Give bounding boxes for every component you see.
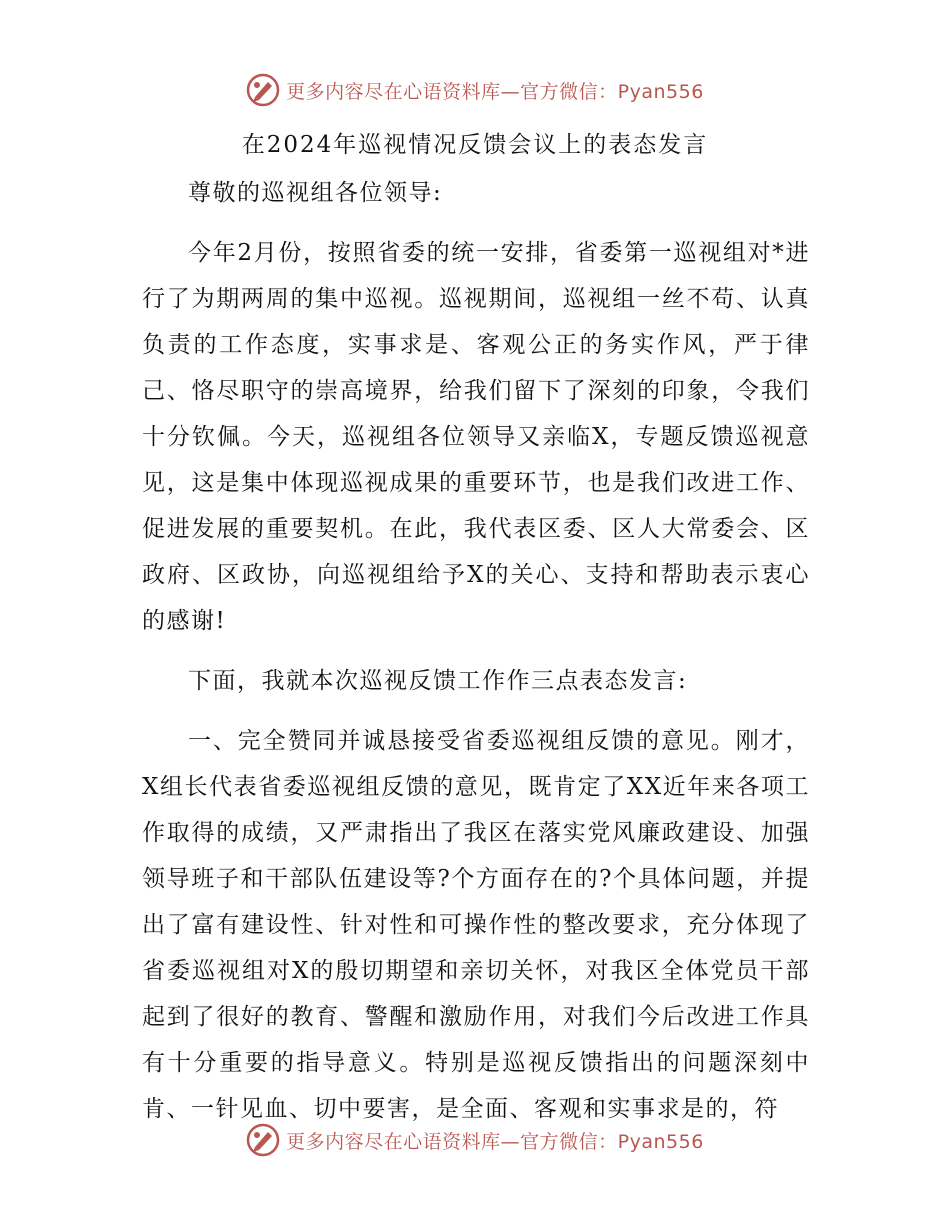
pen-seal-icon	[246, 1123, 280, 1157]
salutation: 尊敬的巡视组各位领导:	[188, 180, 443, 206]
footer-banner-text: 更多内容尽在心语资料库—官方微信：Pyan556	[286, 1130, 704, 1153]
footer-banner	[0, 1120, 950, 1160]
pen-seal-icon	[246, 73, 280, 107]
paragraph-2: 下面，我就本次巡视反馈工作作三点表态发言:	[188, 668, 688, 694]
document-body	[142, 170, 810, 1146]
header-banner	[0, 70, 950, 110]
header-banner-text: 更多内容尽在心语资料库—官方微信：Pyan556	[286, 80, 704, 103]
document-title: 在2024年巡视情况反馈会议上的表态发言	[241, 132, 709, 158]
paragraph-3: 一、完全赞同并诚恳接受省委巡视组反馈的意见。刚才，X组长代表省委巡视组反馈的意见，既肯定了XX近年来各项工作取得的成绩，又严肃指出了我区在落实党风廉政建设、加强领导班子和干部队伍建设等?个方面存在的?个具体问题，并提出了富有建设性、针对性和可操作性的整改要求，充分体现了省委巡视组对X的殷切期望和亲切关怀，对我区全体党员干部起到了很好的教育、警醒和激励作用，对我们今后改进工作具有十分重要的指导意义。特别是巡视反馈指出的问题深刻中肯、一针见血、切中要害，是全面、客观和实事求是的，符	[142, 728, 810, 1122]
paragraph-1: 今年2月份，按照省委的统一安排，省委第一巡视组对*进行了为期两周的集中巡视。巡视期间，巡视组一丝不苟、认真负责的工作态度，实事求是、客观公正的务实作风，严于律己、恪尽职守的崇高境界，给我们留下了深刻的印象，令我们十分钦佩。今天，巡视组各位领导又亲临X，专题反馈巡视意见，这是集中体现巡视成果的重要环节，也是我们改进工作、促进发展的重要契机。在此，我代表区委、区人大常委会、区政府、区政协，向巡视组给予X的关心、支持和帮助表示衷心的感谢!	[142, 240, 810, 634]
